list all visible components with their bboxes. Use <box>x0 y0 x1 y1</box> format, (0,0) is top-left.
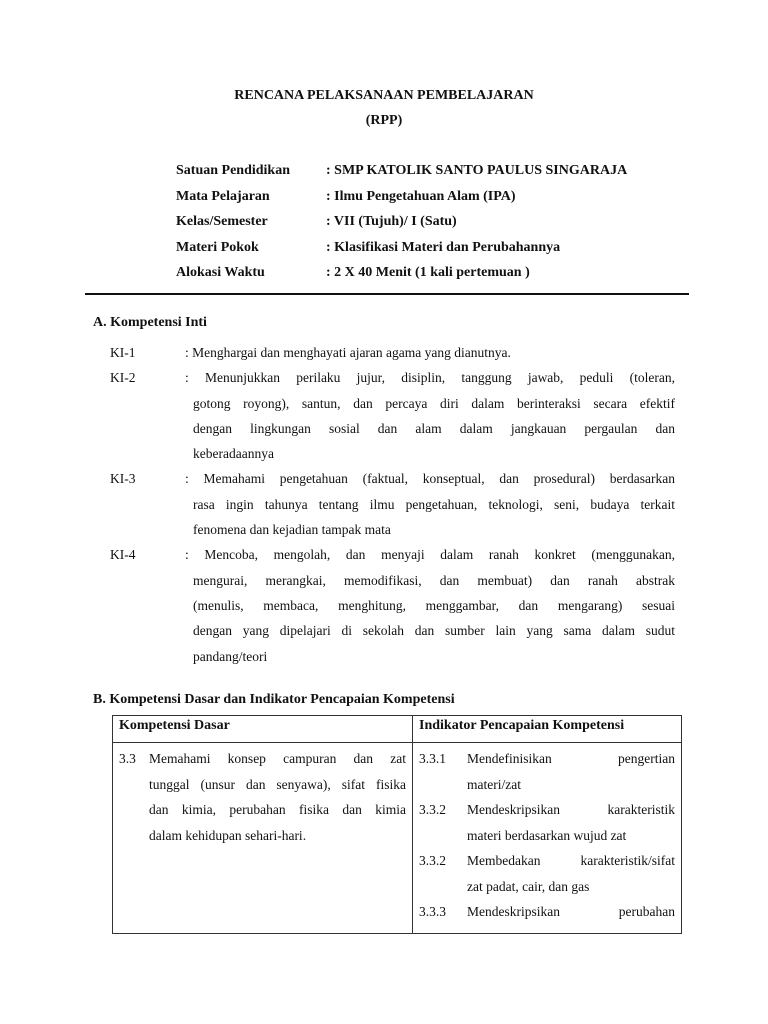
info-label: Materi Pokok <box>176 239 259 255</box>
ki-line: keberadaannya <box>193 446 274 462</box>
ki-item <box>110 365 675 466</box>
kd-indicator-table <box>112 715 682 934</box>
ki-line: : Menghargai dan menghayati ajaran agama yang dianutnya. <box>185 345 511 360</box>
indicator-line: Membedakan karakteristik/sifat <box>467 853 675 868</box>
indicator-item <box>419 899 675 925</box>
indicator-content <box>413 743 681 925</box>
kd-number: 3.3 <box>119 751 136 766</box>
info-row <box>176 240 696 266</box>
ki-code: KI-3 <box>110 471 136 487</box>
ki-line: mengurai, merangkai, memodifikasi, dan membuat) dan ranah abstrak <box>193 572 675 588</box>
kd-line: Memahami konsep campuran dan zat <box>149 751 406 766</box>
section-b-heading: B. Kompetensi Dasar dan Indikator Pencapaian Kompetensi <box>93 692 455 707</box>
column-header-kd: Kompetensi Dasar <box>113 716 413 743</box>
kd-cell <box>113 743 413 934</box>
kd-text <box>149 746 406 848</box>
info-value: : Ilmu Pengetahuan Alam (IPA) <box>326 188 516 204</box>
ki-line: rasa ingin tahunya tentang ilmu pengetahuan, teknologi, seni, budaya terkait <box>193 496 675 512</box>
info-row <box>176 163 696 189</box>
kd-entry <box>119 746 406 848</box>
identity-block <box>176 163 696 291</box>
info-label: Mata Pelajaran <box>176 188 270 204</box>
indicator-number: 3.3.1 <box>419 751 446 766</box>
info-row <box>176 189 696 215</box>
indicator-text <box>467 899 675 925</box>
ki-line: (menulis, membaca, menghitung, menggambar, dan mengarang) sesuai <box>193 597 675 613</box>
section-a-heading: A. Kompetensi Inti <box>93 315 207 330</box>
ki-line: : Menunjukkan perilaku jujur, disiplin, tanggung jawab, peduli (toleran, <box>185 370 675 386</box>
indicator-item <box>419 746 675 797</box>
document-title: RENCANA PELAKSANAAN PEMBELAJARAN <box>234 88 534 103</box>
column-header-indicator: Indikator Pencapaian Kompetensi <box>413 716 682 743</box>
ki-line: fenomena dan kejadian tampak mata <box>193 522 391 538</box>
indicator-item <box>419 848 675 899</box>
info-value: : 2 X 40 Menit (1 kali pertemuan ) <box>326 265 530 280</box>
indicator-number: 3.3.2 <box>419 853 446 868</box>
ki-line: dengan lingkungan sosial dan alam dalam jangkauan pergaulan dan <box>193 420 675 436</box>
ki-code: KI-2 <box>110 370 136 386</box>
info-value: : Klasifikasi Materi dan Perubahannya <box>326 239 561 255</box>
info-label: Satuan Pendidikan <box>176 163 290 178</box>
ki-code: KI-4 <box>110 547 136 563</box>
ki-line: pandang/teori <box>193 648 268 664</box>
indicator-line: materi/zat <box>467 776 521 792</box>
indicator-number: 3.3.2 <box>419 802 446 817</box>
info-label: Kelas/Semester <box>176 214 268 229</box>
kd-line: dan kimia, perubahan fisika dan kimia <box>149 802 406 817</box>
info-value: : SMP KATOLIK SANTO PAULUS SINGARAJA <box>326 163 628 178</box>
ki-text <box>185 365 675 466</box>
header-divider <box>85 293 689 295</box>
ki-item <box>110 466 675 542</box>
indicator-line: Mendeskripsikan perubahan <box>467 904 675 919</box>
info-row <box>176 214 696 240</box>
kompetensi-inti-list <box>110 340 675 669</box>
indicator-text <box>467 848 675 899</box>
kd-line: tunggal (unsur dan senyawa), sifat fisika <box>149 776 406 792</box>
indicator-text <box>467 746 675 797</box>
indicator-number: 3.3.3 <box>419 904 446 919</box>
indicator-text <box>467 797 675 848</box>
ki-text <box>185 466 675 542</box>
indicator-line: Mendeskripsikan karakteristik <box>467 802 675 817</box>
info-value: : VII (Tujuh)/ I (Satu) <box>326 214 457 229</box>
indicator-item <box>419 797 675 848</box>
document-subtitle: (RPP) <box>365 113 403 128</box>
info-label: Alokasi Waktu <box>176 265 265 280</box>
ki-text <box>185 542 675 668</box>
ki-line: : Memahami pengetahuan (faktual, konseptual, dan prosedural) berdasarkan <box>185 471 675 487</box>
indicator-line: Mendefinisikan pengertian <box>467 751 675 766</box>
kd-line: dalam kehidupan sehari-hari. <box>149 827 307 843</box>
ki-line: gotong royong), santun, dan percaya diri dalam berinteraksi secara efektif <box>193 395 675 411</box>
table-header-row <box>113 716 682 743</box>
indicator-cell <box>413 743 682 934</box>
ki-text <box>185 340 675 365</box>
ki-code: KI-1 <box>110 345 136 360</box>
table-row <box>113 743 682 934</box>
indicator-line: zat padat, cair, dan gas <box>467 878 590 894</box>
ki-line: : Mencoba, mengolah, dan menyaji dalam ranah konkret (menggunakan, <box>185 547 675 563</box>
ki-item <box>110 340 675 365</box>
info-row <box>176 265 696 291</box>
ki-item <box>110 542 675 668</box>
kd-content <box>113 743 412 848</box>
ki-line: dengan yang dipelajari di sekolah dan sumber lain yang sama dalam sudut <box>193 623 675 639</box>
indicator-line: materi berdasarkan wujud zat <box>467 827 627 843</box>
